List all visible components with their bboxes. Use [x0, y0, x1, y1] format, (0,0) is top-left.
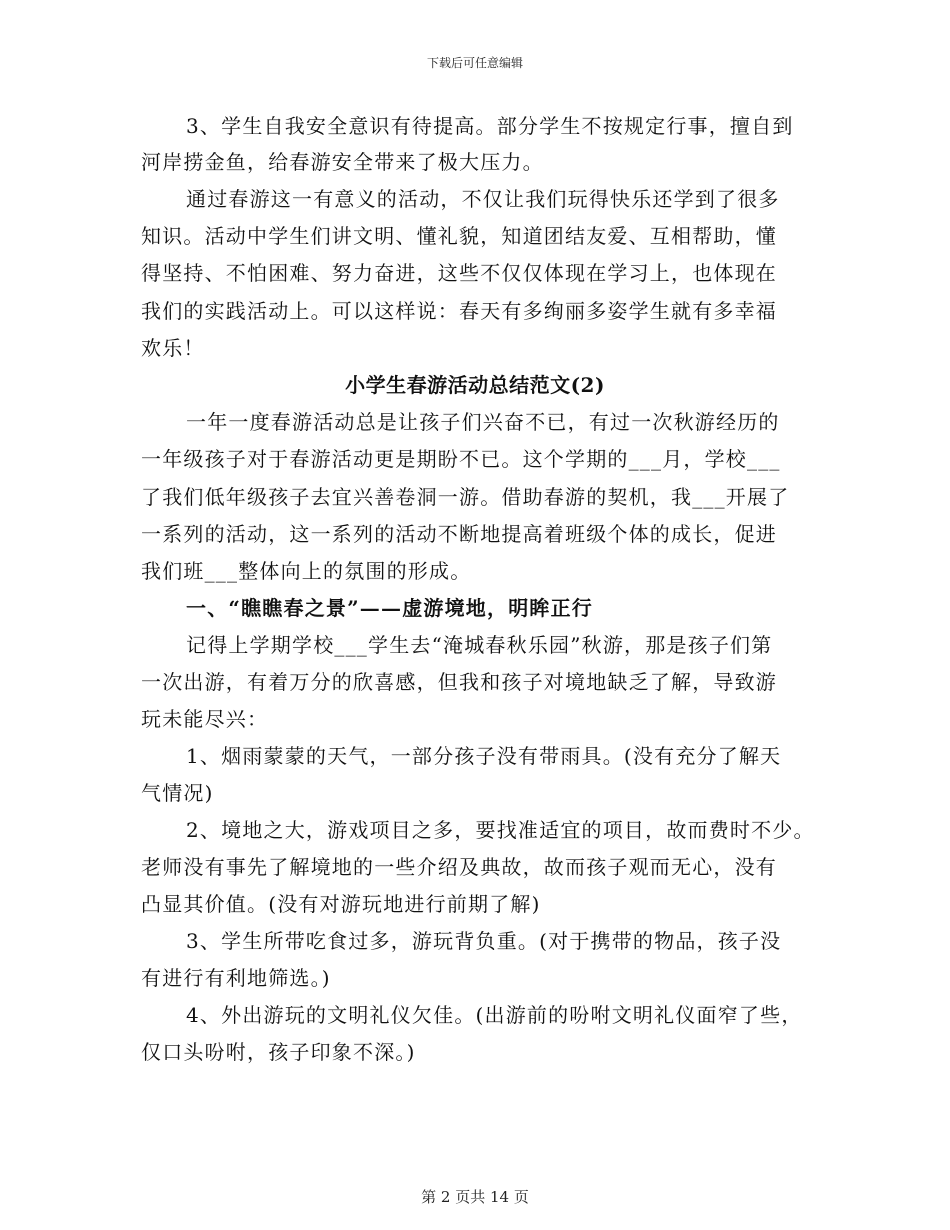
paragraph-line: 4、外出游玩的文明礼仪欠佳。(出游前的吩咐文明礼仪面窄了些，	[186, 1003, 803, 1027]
paragraph-line: 通过春游这一有意义的活动，不仅让我们玩得快乐还学到了很多	[186, 187, 780, 211]
paragraph-line: 得坚持、不怕困难、努力奋进，这些不仅仅体现在学习上，也体现在	[141, 261, 777, 285]
paragraph-line: 老师没有事先了解境地的一些介绍及典故，故而孩子观而无心，没有	[141, 855, 777, 879]
paragraph-line: 2、境地之大，游戏项目之多，要找准适宜的项目，故而费时不少。	[186, 818, 815, 842]
paragraph-line: 一次出游，有着万分的欣喜感，但我和孩子对境地缺乏了解，导致游	[141, 670, 777, 694]
paragraph-line: 玩未能尽兴：	[141, 707, 269, 731]
paragraph-line: 记得上学期学校___学生去“淹城春秋乐园”秋游，那是孩子们第	[186, 633, 773, 657]
paragraph-line: 有进行有利地筛选。)	[141, 966, 331, 990]
subsection-heading: 一、“瞧瞧春之景”——虚游境地，明眸正行	[186, 596, 594, 620]
page-header: 下载后可任意编辑	[426, 56, 523, 70]
paragraph-line: 一系列的活动，这一系列的活动不断地提高着班级个体的成长，促进	[141, 522, 777, 546]
paragraph-line: 了我们低年级孩子去宜兴善卷洞一游。借助春游的契机，我___开展了	[141, 485, 790, 509]
paragraph-line: 3、学生自我安全意识有待提高。部分学生不按规定行事，擅自到	[186, 114, 794, 138]
paragraph-line: 我们班___整体向上的氛围的形成。	[141, 559, 472, 583]
paragraph-line: 一年一度春游活动总是让孩子们兴奋不已，有过一次秋游经历的	[186, 410, 780, 434]
page-footer: 第 2 页共 14 页	[421, 1188, 529, 1206]
paragraph-line: 仅口头吩咐，孩子印象不深。)	[141, 1040, 416, 1064]
paragraph-line: 我们的实践活动上。可以这样说：春天有多绚丽多姿学生就有多幸福	[141, 299, 777, 323]
paragraph-line: 凸显其价值。(没有对游玩地进行前期了解)	[141, 892, 541, 916]
paragraph-line: 3、学生所带吃食过多，游玩背负重。(对于携带的物品，孩子没	[186, 929, 782, 953]
paragraph-line: 一年级孩子对于春游活动更是期盼不已。这个学期的___月，学校___	[141, 447, 781, 471]
paragraph-line: 1、烟雨蒙蒙的天气，一部分孩子没有带雨具。(没有充分了解天	[186, 744, 782, 768]
paragraph-line: 知识。活动中学生们讲文明、懂礼貌，知道团结友爱、互相帮助，懂	[141, 224, 777, 248]
paragraph-line: 欢乐！	[141, 336, 205, 360]
paragraph-line: 河岸捞金鱼，给春游安全带来了极大压力。	[141, 150, 544, 174]
section-title: 小学生春游活动总结范文(2)	[345, 373, 605, 397]
paragraph-line: 气情况)	[141, 781, 214, 805]
